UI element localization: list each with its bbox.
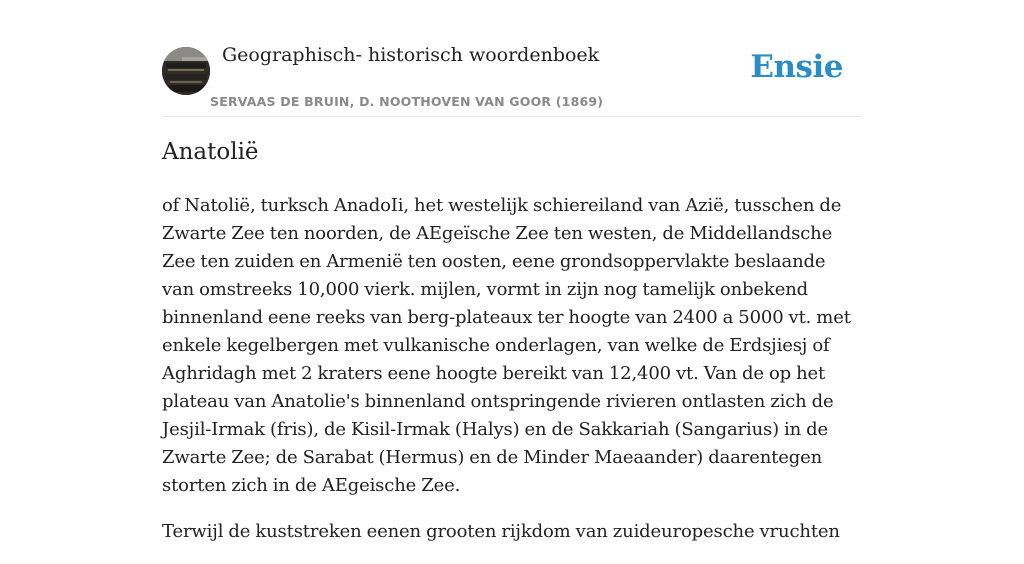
- entry-title: Anatolië: [162, 139, 259, 165]
- book-spines-icon: [162, 47, 210, 95]
- page-container: [162, 0, 862, 542]
- book-author: SERVAAS DE BRUIN, D. NOOTHOVEN VAN GOOR (1869): [210, 94, 604, 109]
- entry-paragraph: of Natolië, turksch AnadoIi, het westelijk schiereiland van Azië, tusschen de Zwarte Zee ten noorden, de AEgeïsche Zee ten westen, de Middellandsche Zee ten zuiden en Armenië ten oosten, eene grondsoppervlakte beslaande van omstreeks 10,000 vierk. mijlen, vormt in zijn nog tamelijk onbekend binnenland eene reeks van berg-plateaux ter hoogte van 2400 a 5000 vt. met enkele kegelbergen met vulkanische onderlagen, van welke de Erdsjiesj of Aghridagh met 2 kraters eene hoogte bereikt van 12,400 vt. Van de op het plateau van Anatolie's binnenland ontspringende rivieren ontlasten zich de Jesjil-Irmak (fris), de Kisil-Irmak (Halys) en de Sakkariah (Sangarius) in de Zwarte Zee; de Sarabat (Hermus) en de Minder Maeaander) daarentegen storten zich in de AEgeische Zee.: [162, 195, 851, 496]
- book-title[interactable]: Geographisch- historisch woordenboek: [222, 44, 600, 66]
- entry-body: [162, 192, 862, 564]
- brand-logo[interactable]: Ensie: [750, 49, 843, 85]
- book-cover-avatar[interactable]: [162, 47, 210, 95]
- entry-paragraph: Terwijl de kuststreken eenen grooten rijkdom van zuideuropesche vruchten: [162, 521, 840, 542]
- header: [162, 0, 862, 117]
